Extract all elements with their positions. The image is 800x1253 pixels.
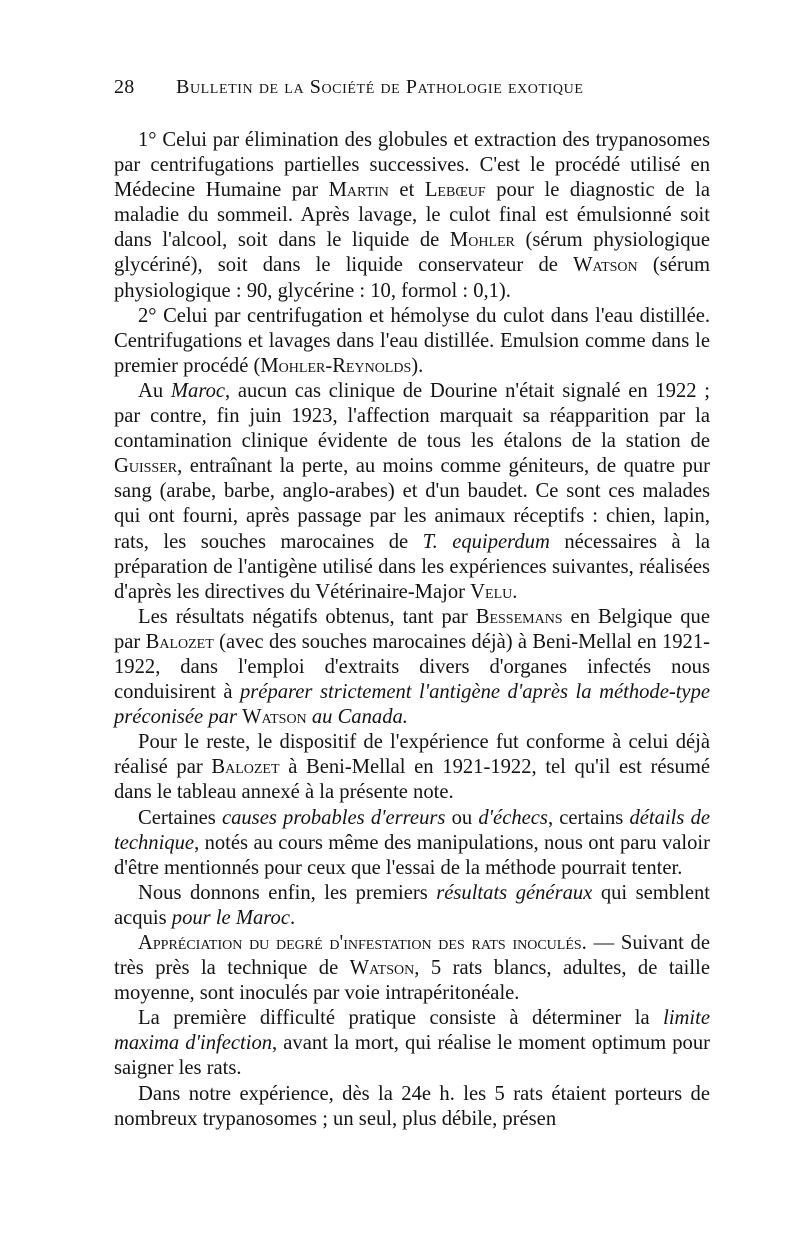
italic-text: pour le Maroc (171, 906, 290, 929)
small-caps-name: Watson (242, 706, 307, 729)
text-run: , aucun cas clinique de Dourine n'était signalé en 1922 ; par contre, fin juin 1923, l'affection marquait sa réapparition par la contamination clinique évidente de tous les étalons de la station de (114, 379, 710, 453)
text-run: . (512, 580, 518, 603)
paragraph (114, 806, 710, 881)
text-run: , entraînant la perte, au moins comme géniteurs, de quatre pur sang (arabe, barbe, anglo-arabes) et d'un baudet. Ce sont ces malades qui ont fourni, après passage par les animaux réceptifs : chien, lapin, rats, les souches marocaines de (114, 455, 710, 553)
italic-text: résultats généraux (436, 881, 593, 904)
text-run: 1° Celui par élimination des globules et extraction des trypanosomes par centrifugations partielles successives. C'est le procédé utilisé en Médecine Humaine par (114, 129, 710, 202)
text-run: Nous donnons enfin, les premiers (138, 881, 437, 904)
text-run: et (388, 179, 425, 202)
text-run: nécessaires à la préparation de l'antigène utilisé dans les expériences suivantes, réalisées d'après les directives du Vétérinaire-Major (114, 530, 710, 603)
small-caps-name: Mohler (449, 229, 515, 252)
small-caps-name: Martin (328, 179, 389, 202)
text-run: qui semblent acquis (114, 881, 711, 929)
italic-text: T. equiperdum (422, 530, 550, 553)
italic-text: Maroc (170, 379, 226, 402)
text-run: en Belgique que par (114, 605, 710, 653)
paragraph (114, 1082, 710, 1132)
paragraph (114, 304, 710, 379)
paragraph (114, 730, 710, 805)
text-run: Les résultats négatifs obtenus, tant par (138, 605, 476, 628)
text-run: (avec des souches marocaines déjà) à Beni-Mellal en 1921-1922, dans l'emploi d'extraits divers d'organes infectés nous conduisirent à (114, 630, 710, 704)
text-run: , 5 rats blancs, adultes, de taille moyenne, sont inoculés par voie intrapéritonéale. (114, 957, 710, 1005)
journal-title: Bulletin de la Société de Pathologie exotique (176, 76, 584, 98)
italic-text: préparer strictement l'antigène d'après la méthode-type préconisée par (114, 681, 711, 729)
small-caps-name: Watson (573, 254, 638, 277)
italic-text: d'échecs (478, 806, 548, 829)
small-caps-name: Balozet (211, 756, 280, 779)
text-run: Dans notre expérience, dès la 24e h. les 5 rats étaient porteurs de nombreux trypanosomes ; un seul, plus débile, présen (114, 1082, 710, 1130)
paragraph (114, 605, 710, 730)
small-caps-name: Velu (470, 580, 513, 603)
running-head (114, 76, 710, 116)
paragraph (114, 931, 710, 1006)
small-caps-name: Lebœuf (424, 179, 486, 202)
italic-text: limite maxima d'infection (114, 1007, 710, 1055)
text-run: Au (138, 379, 171, 402)
italic-text: causes probables d'erreurs (221, 806, 446, 829)
paragraph (114, 1006, 710, 1081)
text-run: , notés au cours même des manipulations, nous ont paru valoir d'être mentionnés pour ceux que l'essai de la méthode pourrait tenter. (114, 831, 710, 879)
text-run: — Suivant de très près la technique de (114, 932, 710, 980)
text-run: , avant la mort, qui réalise le moment optimum pour saigner les rats. (114, 1032, 710, 1080)
text-run: La première difficulté pratique consiste à déterminer la (138, 1007, 664, 1030)
text-run: (sérum physiologique glycériné), soit dans le liquide conservateur de (114, 229, 710, 277)
small-caps-name: Watson (349, 957, 415, 980)
small-caps-name: Guisser (114, 455, 178, 478)
text-run: , certains (547, 806, 630, 829)
body-text (114, 128, 710, 1132)
italic-text: détails de technique (114, 806, 711, 854)
paragraph (114, 379, 710, 605)
text-run: Certaines (138, 806, 222, 829)
small-caps-name: Mohler-Reynolds (260, 354, 412, 377)
small-caps-name: Balozet (145, 630, 214, 653)
italic-text: au Canada. (306, 706, 408, 729)
text-run: à Beni-Mellal en 1921-1922, tel qu'il est résumé dans le tableau annexé à la présente note. (114, 756, 710, 804)
page-number: 28 (114, 76, 135, 98)
text-run: . (289, 906, 296, 929)
paragraph (114, 881, 710, 931)
small-caps-name: Bessemans (475, 605, 563, 628)
text-run: ). (411, 354, 424, 377)
text-run: (sérum physiologique : 90, glycérine : 10, formol : 0,1). (114, 254, 711, 302)
paragraph (114, 128, 710, 304)
text-run: 2° Celui par centrifugation et hémolyse du culot dans l'eau distillée. Centrifugations et lavages dans l'eau distillée. Emulsion comme dans le premier procédé ( (114, 304, 710, 377)
text-run: Pour le reste, le dispositif de l'expérience fut conforme à celui déjà réalisé par (114, 731, 710, 779)
text-run: pour le diagnostic de la maladie du sommeil. Après lavage, le culot final est émulsionné soit dans l'alcool, soit dans le liquide de (114, 179, 710, 252)
small-caps-name: Appréciation du degré d'infestation des rats inoculés. (138, 932, 587, 954)
text-run: ou (445, 806, 479, 829)
